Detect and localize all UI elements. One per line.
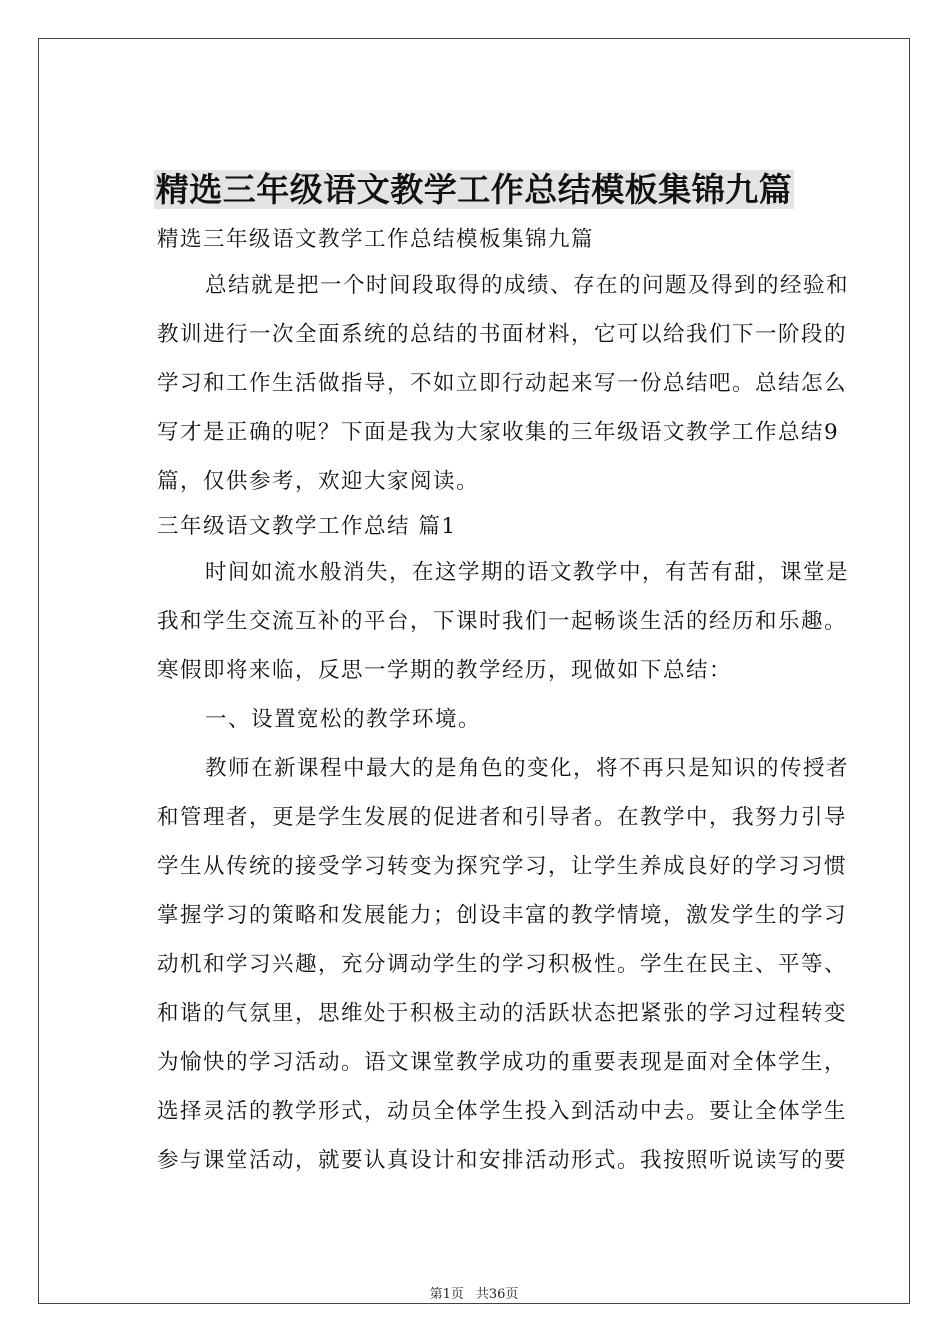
page-total: 共36页 bbox=[475, 1287, 519, 1302]
text-line: 写才是正确的呢？下面是我为大家收集的三年级语文教学工作总结9 bbox=[157, 420, 840, 445]
text-line: 寒假即将来临，反思一学期的教学经历，现做如下总结： bbox=[157, 658, 733, 683]
body-paragraph bbox=[157, 548, 877, 1185]
document-body bbox=[157, 219, 877, 1185]
text-line: 时间如流水般消失，在这学期的语文教学中，有苦有甜，课堂是 bbox=[205, 560, 850, 585]
text-line: 学生从传统的接受学习转变为探究学习，让学生养成良好的学习习惯 bbox=[157, 854, 848, 879]
section-heading: 三年级语文教学工作总结 篇1 bbox=[157, 514, 457, 539]
text-line: 为愉快的学习活动。语文课堂教学成功的重要表现是面对全体学生， bbox=[157, 1050, 848, 1075]
text-line: 掌握学习的策略和发展能力；创设丰富的教学情境，激发学生的学习 bbox=[157, 903, 848, 928]
text-line: 和谐的气氛里，思维处于积极主动的活跃状态把紧张的学习过程转变 bbox=[157, 1001, 848, 1026]
page-number: 第1页 bbox=[429, 1287, 464, 1302]
text-line: 学习和工作生活做指导，不如立即行动起来写一份总结吧。总结怎么 bbox=[157, 371, 848, 396]
text-line: 教师在新课程中最大的是角色的变化，将不再只是知识的传授者 bbox=[205, 756, 850, 781]
document-page bbox=[38, 38, 910, 1304]
subtitle-line: 精选三年级语文教学工作总结模板集锦九篇 bbox=[157, 227, 595, 252]
text-line: 篇，仅供参考，欢迎大家阅读。 bbox=[157, 469, 480, 494]
text-line: 动机和学习兴趣，充分调动学生的学习积极性。学生在民主、平等、 bbox=[157, 952, 848, 977]
text-line: 和管理者，更是学生发展的促进者和引导者。在教学中，我努力引导 bbox=[157, 805, 848, 830]
document-title: 精选三年级语文教学工作总结模板集锦九篇 bbox=[155, 170, 793, 209]
intro-paragraph bbox=[157, 261, 877, 506]
text-line: 总结就是把一个时间段取得的成绩、存在的问题及得到的经验和 bbox=[205, 273, 850, 298]
text-line: 教训进行一次全面系统的总结的书面材料，它可以给我们下一阶段的 bbox=[157, 322, 848, 347]
text-line: 参与课堂活动，就要认真设计和安排活动形式。我按照听说读写的要 bbox=[157, 1148, 848, 1173]
page-footer bbox=[39, 1287, 909, 1303]
text-line: 我和学生交流互补的平台，下课时我们一起畅谈生活的经历和乐趣。 bbox=[157, 609, 848, 634]
subsection-heading: 一、设置宽松的教学环境。 bbox=[205, 707, 482, 732]
text-line: 选择灵活的教学形式，动员全体学生投入到活动中去。要让全体学生 bbox=[157, 1099, 848, 1124]
